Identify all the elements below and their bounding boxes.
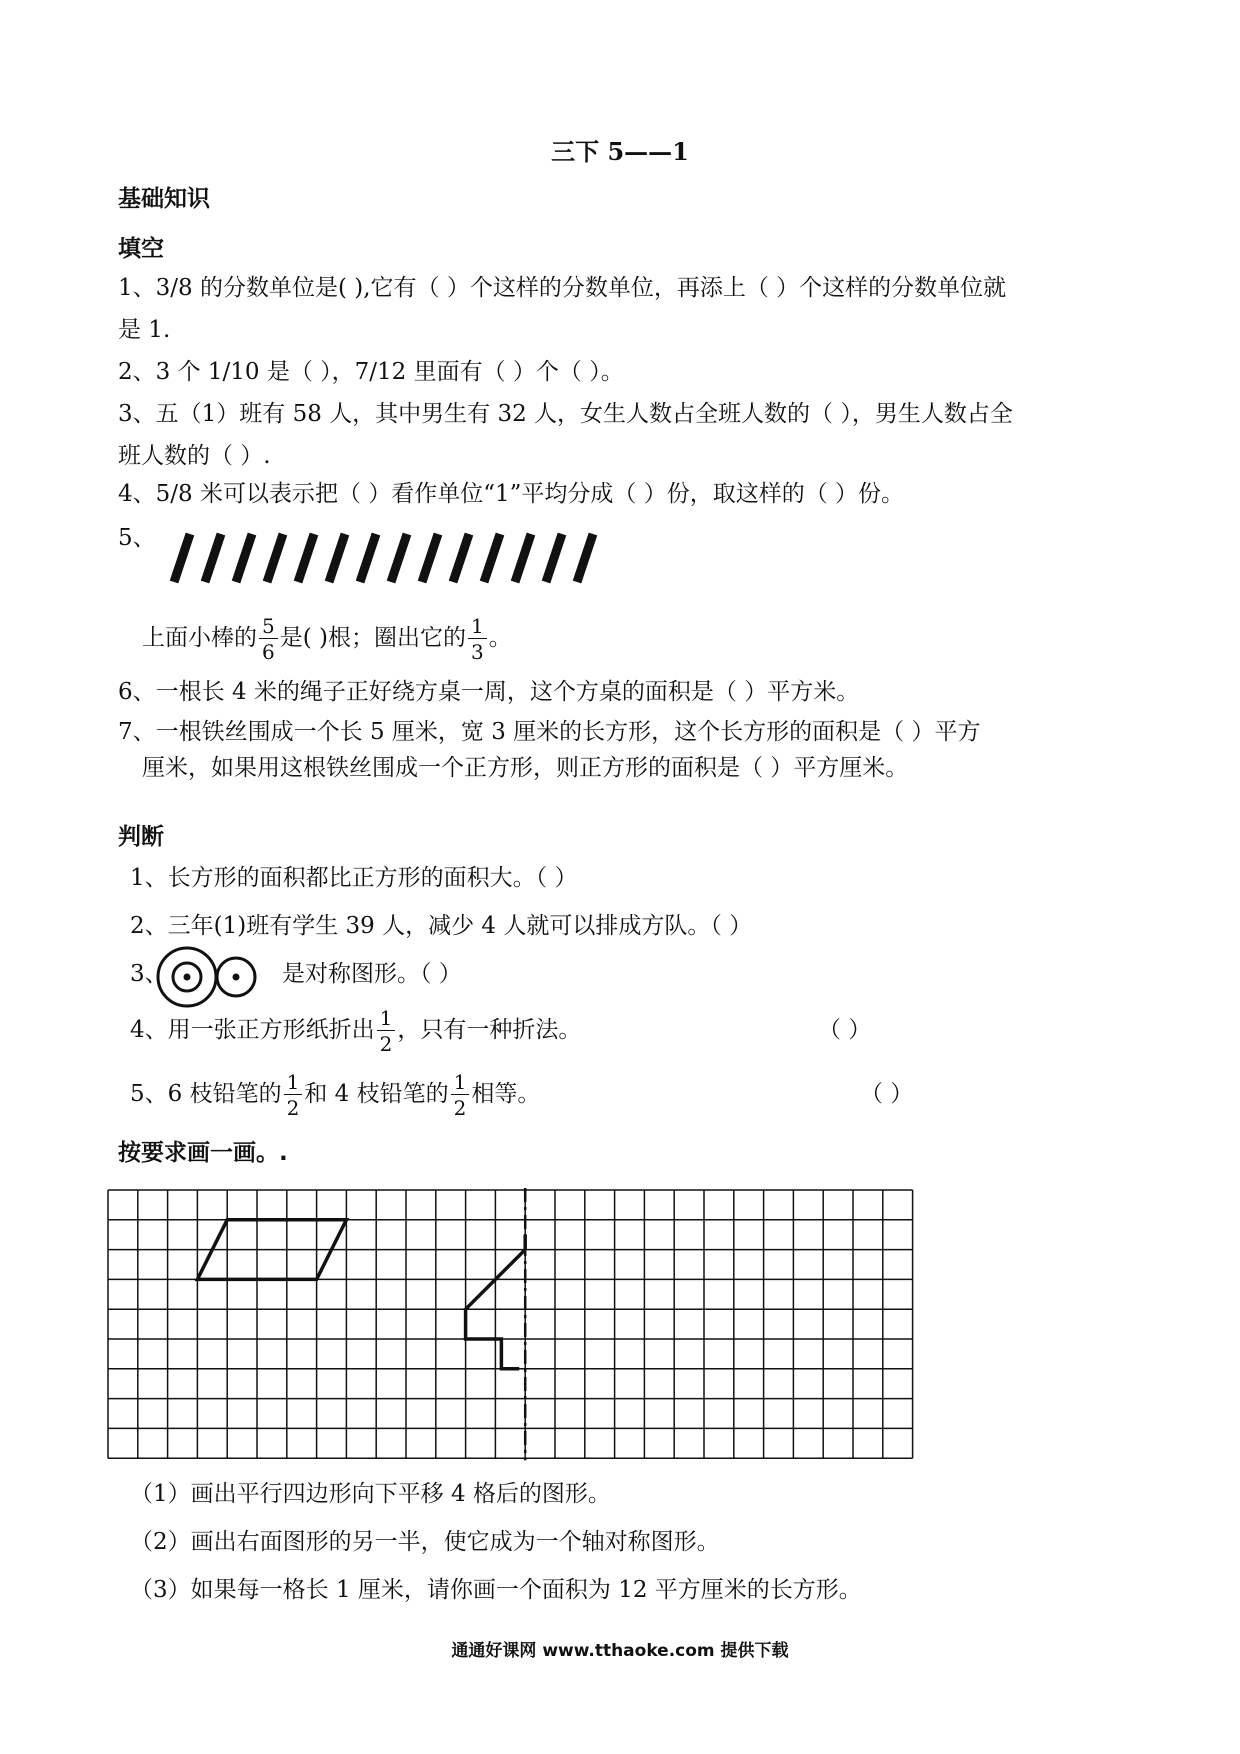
fill-q7-line1: 7、一根铁丝围成一个长 5 厘米，宽 3 厘米的长方形，这个长方形的面积是（ ）平方	[118, 719, 981, 745]
stick	[236, 534, 252, 582]
q5-text-b: 是( )根；圈出它的	[279, 625, 466, 651]
j4-fraction	[377, 1008, 396, 1054]
j4-text-b: ，只有一种折法。	[397, 1017, 582, 1043]
j4-fraction-numerator: 1	[377, 1008, 396, 1031]
q5-fraction-2	[468, 616, 487, 662]
stick	[267, 534, 283, 582]
footer-credit: 通通好课网 www.tthaoke.com 提供下载	[451, 1641, 789, 1661]
fill-q6: 6、一根长 4 米的绳子正好绕方桌一周，这个方桌的面积是（ ）平方米。	[118, 679, 860, 705]
fill-q3-line1: 3、五（1）班有 58 人，其中男生有 32 人，女生人数占全班人数的（ ），男生人数占全	[118, 401, 1013, 427]
j5-text-a: 5、6 枝铅笔的	[130, 1081, 282, 1107]
fill-q7-line2: 厘米，如果用这根铁丝围成一个正方形，则正方形的面积是（ ）平方厘米。	[142, 755, 909, 781]
j5-fraction-2-numerator: 1	[451, 1072, 470, 1095]
j5-text-b: 和 4 枝铅笔的	[304, 1081, 449, 1107]
q5-text-c: 。	[488, 625, 512, 651]
section-fill-heading: 填空	[118, 236, 164, 262]
j5-fraction-1-numerator: 1	[284, 1072, 303, 1095]
q5-text-a: 上面小棒的	[142, 625, 257, 651]
judge-q3-number: 3、	[130, 961, 168, 987]
judge-q4-paren: （ ）	[818, 1017, 872, 1043]
j4-fraction-denominator: 2	[379, 1032, 393, 1056]
stick	[515, 534, 531, 582]
stick	[360, 534, 376, 582]
j5-fraction-2-denominator: 2	[453, 1096, 467, 1120]
judge-q2: 2、三年(1)班有学生 39 人，减少 4 人就可以排成方队。（ ）	[130, 913, 753, 939]
q5-fraction-2-numerator: 1	[468, 616, 487, 639]
j5-text-c: 相等。	[471, 1081, 541, 1107]
q5-fraction-1-denominator: 6	[262, 640, 275, 664]
page-title: 三下 5——1	[551, 137, 689, 166]
stick	[422, 534, 438, 582]
judge-q4	[130, 1000, 581, 1060]
j4-text-a: 4、用一张正方形纸折出	[130, 1017, 375, 1043]
fill-q1-line1: 1、3/8 的分数单位是( ),它有（ ）个这样的分数单位，再添上（ ）个这样的分数单位就	[118, 275, 1007, 301]
section-draw-heading: 按要求画一画。.	[118, 1140, 288, 1166]
judge-q5-paren: （ ）	[860, 1081, 914, 1107]
q5-fraction-2-denominator: 3	[471, 640, 484, 664]
fill-q5-text	[142, 608, 512, 668]
j5-fraction-1	[284, 1072, 303, 1118]
fill-q3-line2: 班人数的（ ）.	[118, 443, 271, 469]
stick	[391, 534, 407, 582]
fill-q1-line2: 是 1.	[118, 317, 171, 343]
stick	[453, 534, 469, 582]
draw-task-3: （3）如果每一格长 1 厘米，请你画一个面积为 12 平方厘米的长方形。	[130, 1577, 862, 1603]
j5-fraction-2	[451, 1072, 470, 1118]
stick	[298, 534, 314, 582]
section-basic-heading: 基础知识	[118, 186, 210, 212]
draw-task-2: （2）画出右面图形的另一半，使它成为一个轴对称图形。	[130, 1529, 720, 1555]
j5-fraction-1-denominator: 2	[286, 1096, 300, 1120]
judge-q3-text: 是对称图形。（ ）	[282, 961, 462, 987]
stick	[546, 534, 562, 582]
fill-q4: 4、5/8 米可以表示把（ ）看作单位“1”平均分成（ ）份，取这样的（ ）份。	[118, 481, 905, 507]
fill-q5-number: 5、	[118, 525, 156, 551]
judge-q1: 1、长方形的面积都比正方形的面积大。（ ）	[130, 865, 578, 891]
stick	[577, 534, 593, 582]
stick	[205, 534, 221, 582]
stick	[484, 534, 500, 582]
draw-task-1: （1）画出平行四边形向下平移 4 格后的图形。	[130, 1481, 611, 1507]
stick	[329, 534, 345, 582]
fill-q2: 2、3 个 1/10 是（ ），7/12 里面有（ ）个（ ）。	[118, 359, 624, 385]
q5-fraction-1-numerator: 5	[259, 616, 278, 639]
q5-fraction-1	[259, 616, 278, 662]
drawing-grid[interactable]	[104, 1186, 920, 1464]
judge-q5	[130, 1064, 540, 1124]
sticks-figure	[160, 528, 620, 588]
section-judge-heading: 判断	[118, 824, 164, 850]
stick	[174, 534, 190, 582]
